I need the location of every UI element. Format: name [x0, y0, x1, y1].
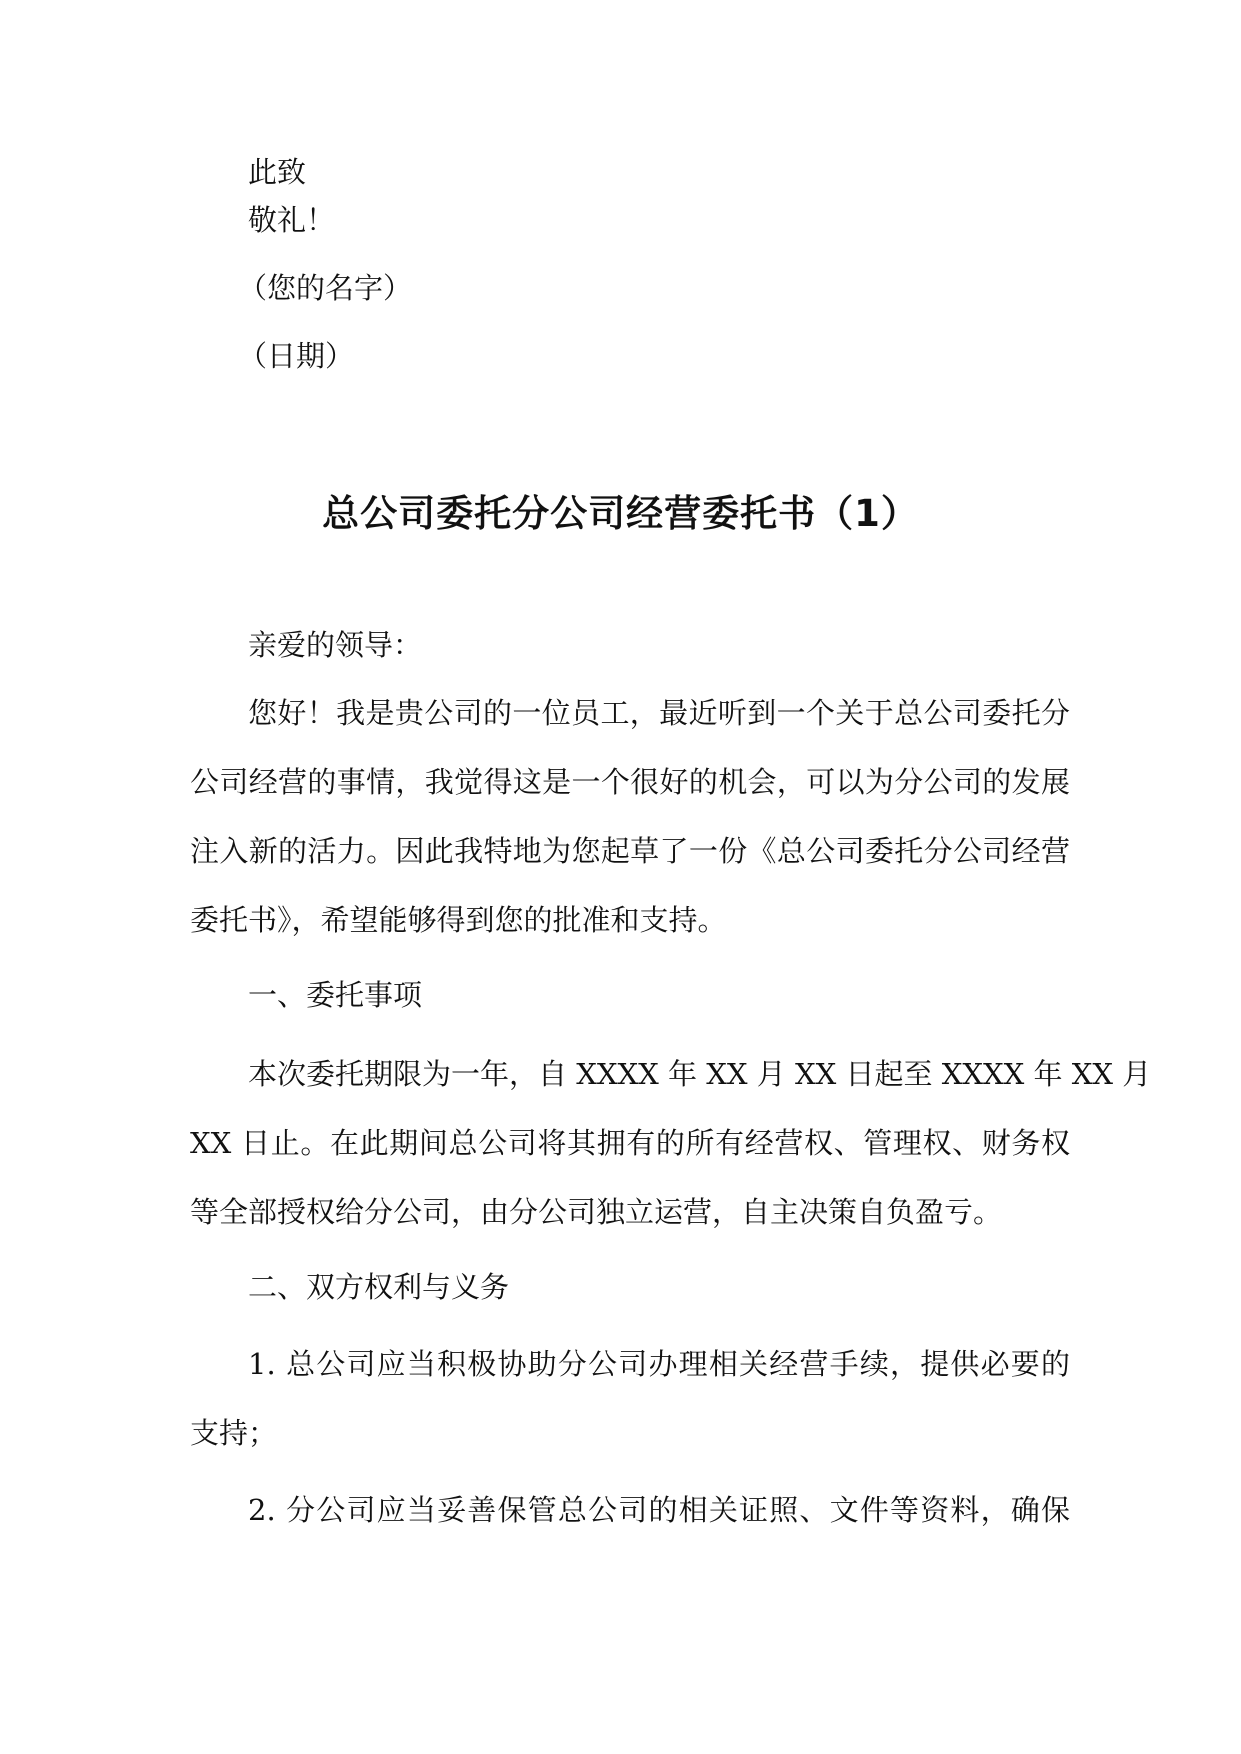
- section2-item1-line-2: 支持；: [190, 1416, 278, 1450]
- section2-item1-line-1: 1. 总公司应当积极协助分公司办理相关经营手续，提供必要的: [248, 1347, 1070, 1381]
- section1-line-2: XX 日止。在此期间总公司将其拥有的所有经营权、管理权、财务权: [190, 1126, 1070, 1160]
- section2-heading: 二、双方权利与义务: [248, 1270, 510, 1304]
- intro-line-2: 公司经营的事情，我觉得这是一个很好的机会，可以为分公司的发展: [190, 765, 1070, 799]
- document-title: 总公司委托分公司经营委托书（1）: [322, 492, 919, 535]
- closing-line-2: 敬礼！: [248, 203, 336, 237]
- closing-line-1: 此致: [248, 155, 307, 189]
- closing-name: （您的名字）: [238, 271, 413, 305]
- section1-heading: 一、委托事项: [248, 978, 423, 1012]
- intro-line-1: 您好！我是贵公司的一位员工，最近听到一个关于总公司委托分: [248, 696, 1070, 730]
- intro-line-4: 委托书》，希望能够得到您的批准和支持。: [190, 903, 727, 937]
- closing-date: （日期）: [238, 339, 355, 373]
- section2-item2-line-1: 2. 分公司应当妥善保管总公司的相关证照、文件等资料，确保: [248, 1493, 1070, 1527]
- section1-line-3: 等全部授权给分公司，由分公司独立运营，自主决策自负盈亏。: [190, 1195, 1003, 1229]
- intro-line-3: 注入新的活力。因此我特地为您起草了一份《总公司委托分公司经营: [190, 834, 1070, 868]
- section1-line-1: 本次委托期限为一年，自 XXXX 年 XX 月 XX 日起至 XXXX 年 XX 月: [248, 1057, 1152, 1091]
- greeting: 亲爱的领导：: [248, 628, 423, 662]
